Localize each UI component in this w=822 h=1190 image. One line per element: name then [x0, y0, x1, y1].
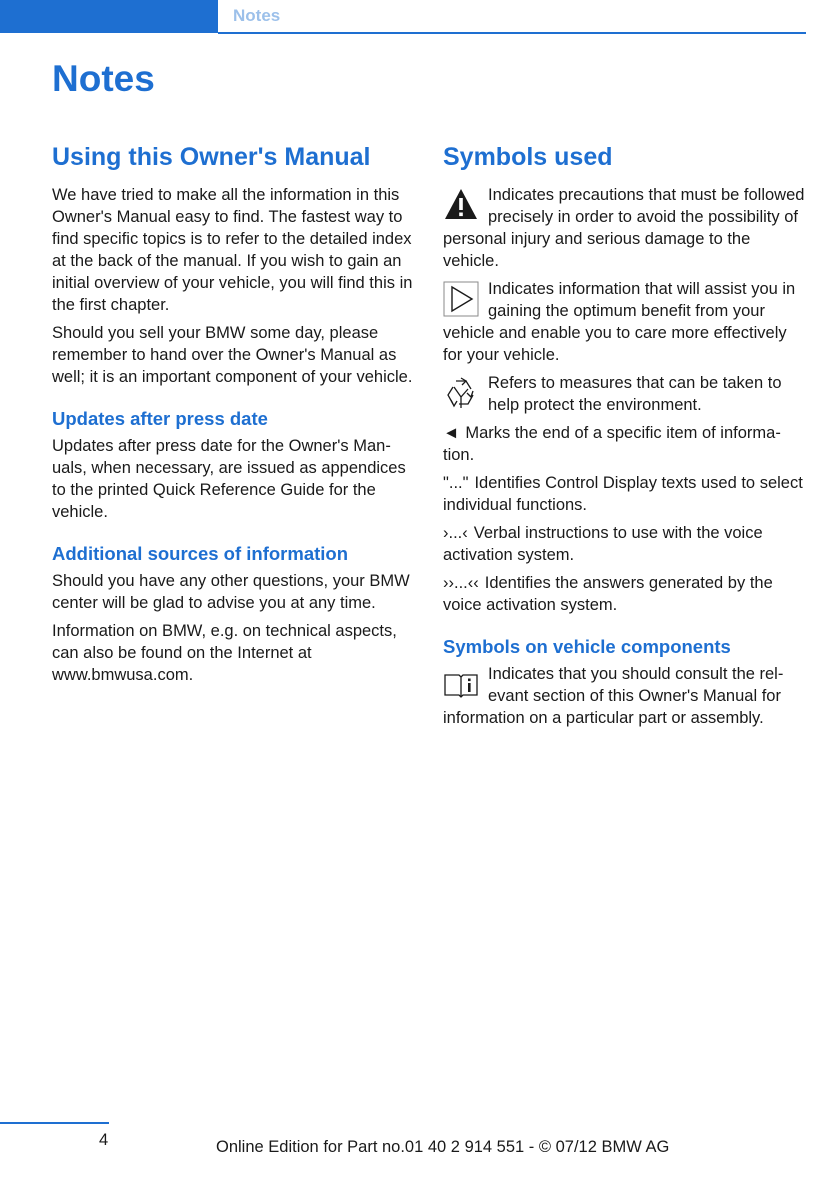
subheading-additional-sources: Additional sources of information	[52, 543, 349, 564]
page-number: 4	[99, 1131, 109, 1149]
left-column	[52, 140, 414, 692]
symbol-end-mark	[443, 422, 805, 466]
section-heading-owners-manual: Using this Owner's Manual	[52, 143, 371, 171]
info-description: Indicates information that will assist you in gaining the optimum benefit from your vehicle and enable you to care more effectively for your vehicle.	[443, 280, 796, 364]
intro-paragraph-2: Should you sell your BMW some day, please remember to hand over the Owner's Manual as well; it is an important component of your vehicle.	[52, 324, 413, 386]
footer-edition: Online Edition for Part no.01 40 2 914 551 - © 07/12 BMW AG	[216, 1138, 670, 1156]
play-arrow-info-icon	[443, 281, 479, 317]
symbol-manual	[443, 663, 805, 729]
updates-paragraph: Updates after press date for the Owner's Manuals, when necessary, are issued as appendices to the printed Quick Reference Guide for the vehicle.	[52, 437, 406, 521]
sources-paragraph-2: Information on BMW, e.g. on technical aspects, can also be found on the Internet at www.bmwusa.com.	[52, 622, 397, 684]
subheading-vehicle-components: Symbols on vehicle components	[443, 636, 731, 657]
manual-description: Indicates that you should consult the relevant section of this Owner's Manual for information on a particular part or assembly.	[443, 665, 784, 727]
intro-paragraph-1: We have tried to make all the information in this Owner's Manual easy to find. The fastest way to find specific topics is to refer to the detailed index at the back of the manual. If you wish to gain an initial overview of your vehicle, you will find this in the first chapter.	[52, 186, 413, 314]
symbol-warning	[443, 184, 805, 272]
warning-triangle-icon	[443, 187, 479, 223]
end-mark-description: Marks the end of a specific item of information.	[443, 424, 781, 464]
symbol-quotes	[443, 472, 805, 516]
voice-command-description: Verbal instructions to use with the voice activation system.	[443, 524, 763, 564]
voice-answer-mark: ››...‹‹	[443, 574, 479, 592]
manual-book-info-icon	[443, 666, 479, 702]
symbol-info	[443, 278, 805, 366]
warning-description: Indicates precautions that must be followed precisely in order to avoid the possibility of personal injury and serious damage to the vehicle.	[443, 186, 805, 270]
quote-description: Identifies Control Display texts used to select individual functions.	[443, 474, 803, 514]
running-header: Notes	[233, 6, 281, 25]
sources-paragraph-1: Should you have any other questions, your BMW center will be glad to advise you at any time.	[52, 572, 410, 612]
quote-mark: "..."	[443, 474, 469, 492]
section-heading-symbols: Symbols used	[443, 143, 613, 171]
page-title: Notes	[52, 58, 155, 99]
symbol-voice-command	[443, 522, 805, 566]
environment-description: Refers to measures that can be taken to help protect the environment.	[488, 374, 782, 414]
subheading-updates: Updates after press date	[52, 408, 268, 429]
voice-command-mark: ›...‹	[443, 524, 468, 542]
symbol-environment	[443, 372, 805, 416]
header-rule	[218, 32, 806, 34]
end-triangle-icon: ◄	[443, 424, 460, 442]
symbol-voice-answer	[443, 572, 805, 616]
header-accent-bar	[0, 0, 218, 33]
right-column	[443, 140, 805, 735]
footer-rule	[0, 1122, 109, 1124]
voice-answer-description: Identifies the answers generated by the voice activation system.	[443, 574, 773, 614]
recycle-icon	[443, 375, 479, 411]
